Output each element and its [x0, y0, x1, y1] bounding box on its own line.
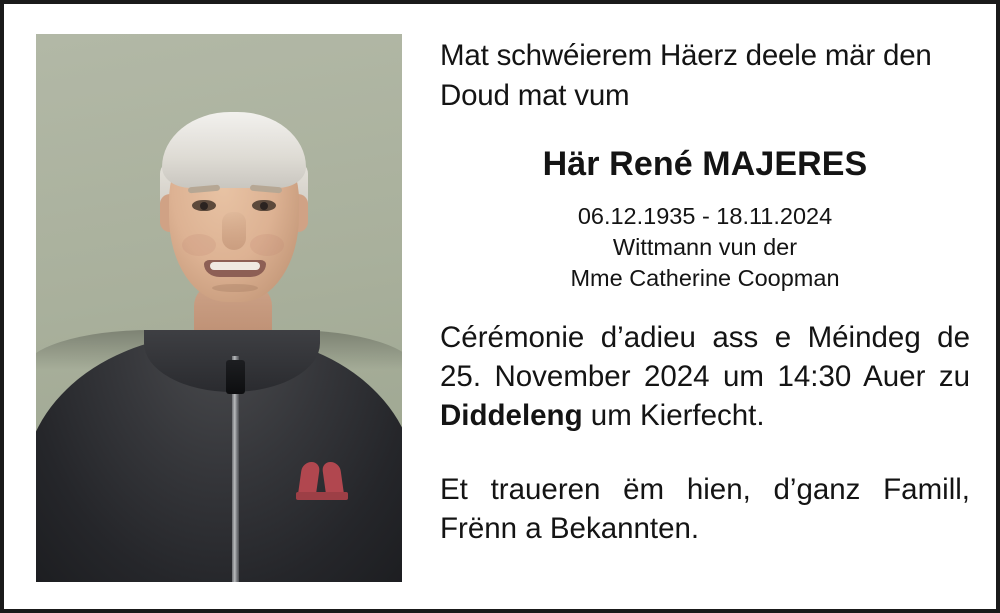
ceremony-text-before: Cérémonie d’adieu ass e Méindeg de 25. November 2024 um 14:30 Auer zu — [440, 320, 970, 394]
cheek-left — [182, 234, 216, 256]
deceased-name: Här René MAJERES — [542, 144, 868, 183]
ceremony-place: Diddeleng — [440, 399, 583, 433]
life-dates: 06.12.1935 - 18.11.2024 — [577, 202, 833, 229]
notice-inner — [4, 4, 996, 609]
relation-line-2: Mme Catherine Coopman — [570, 264, 840, 291]
intro-text: Mat schwéierem Häerz deele mär den Doud mat vum — [440, 39, 932, 113]
portrait-container — [36, 34, 402, 582]
hair-top — [162, 112, 306, 188]
relation-line-1: Wittmann vun der — [612, 233, 798, 260]
chin — [212, 284, 258, 292]
teeth — [210, 262, 260, 270]
zipper-pull — [226, 360, 245, 394]
ceremony-text-after: um Kierfecht. — [582, 399, 765, 433]
brand-logo-icon — [294, 458, 350, 502]
mourning-paragraph: Et traueren ëm hien, d’ganz Famill, Frënn a Bekannten. — [440, 472, 970, 545]
life-dates-block — [440, 201, 970, 294]
nose — [222, 212, 246, 250]
pupil-left — [200, 202, 208, 210]
ceremony-paragraph — [440, 318, 970, 436]
cheek-right — [250, 234, 284, 256]
notice-text-column — [402, 34, 970, 587]
portrait-photo — [36, 34, 402, 582]
pupil-right — [260, 202, 268, 210]
